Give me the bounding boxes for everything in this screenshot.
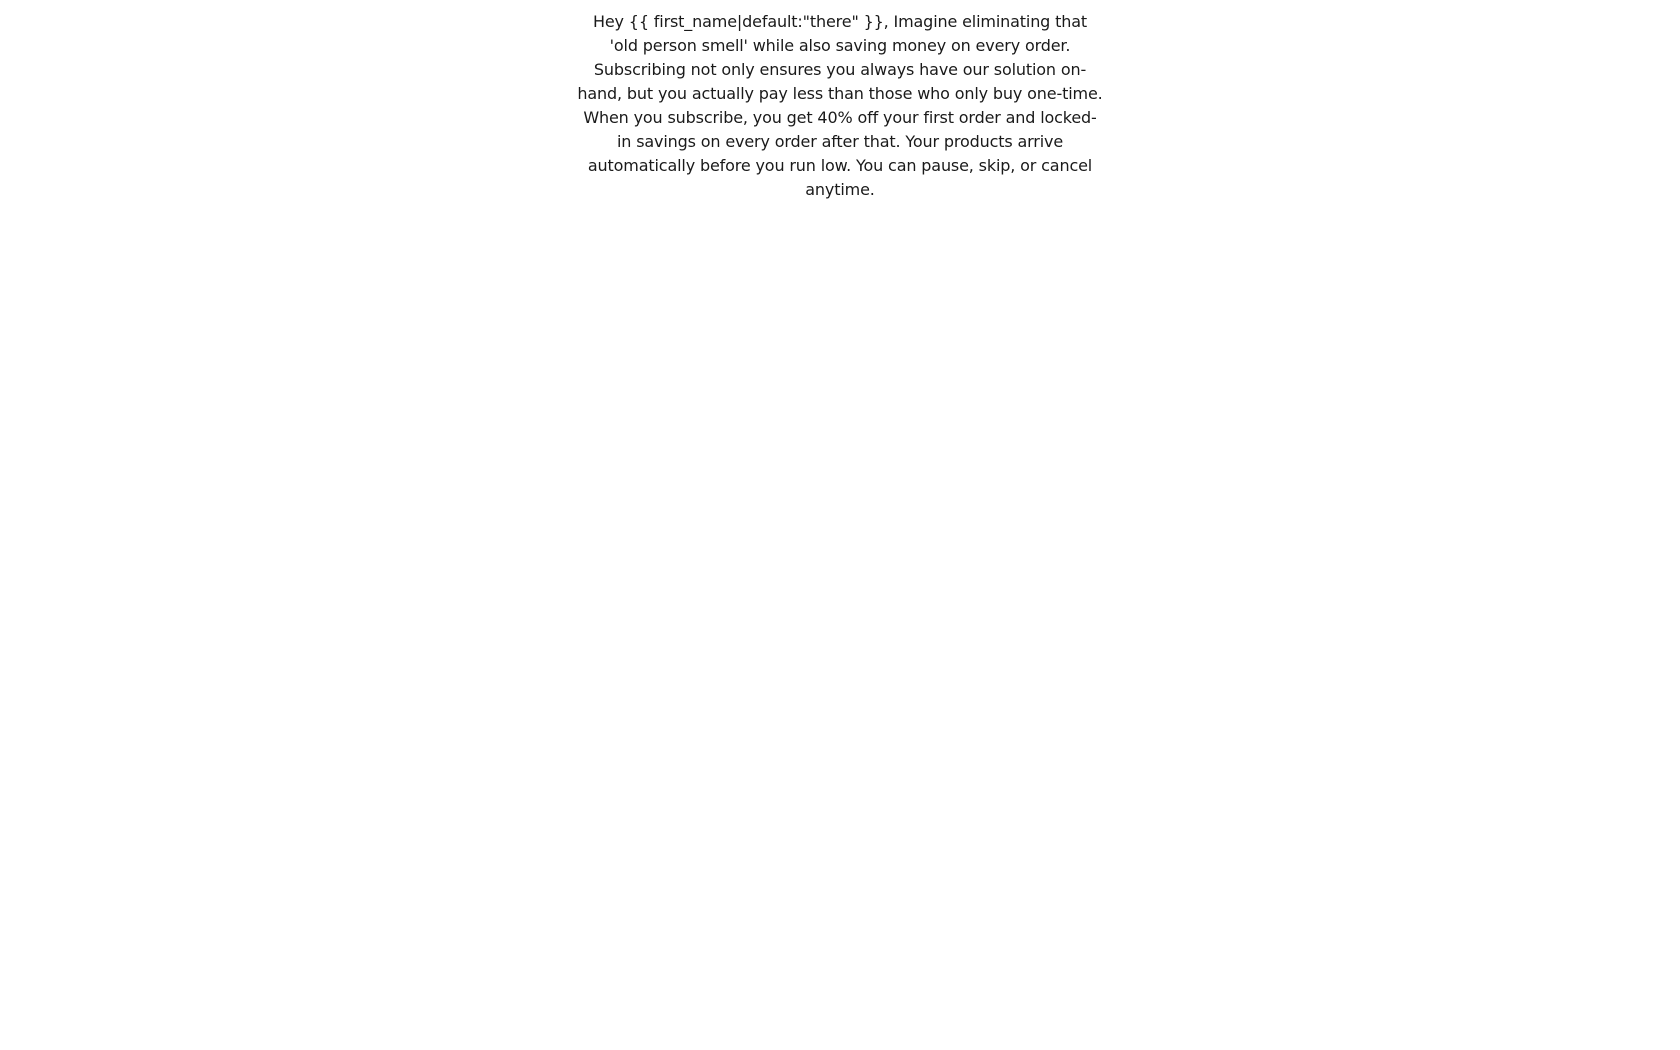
email-body-text: Hey {{ first_name|default:"there" }}, Imagine eliminating that 'old person smell' while also saving money on every order. Subscribing not only ensures you always have our solution on-hand, but you actually pay less than those who only buy one-time. When you subscribe, you get 40% off your first order and locked-in savings on every order after that. Your products arrive automatically before you run low. You can pause, skip, or cancel anytime. bbox=[577, 12, 1103, 199]
